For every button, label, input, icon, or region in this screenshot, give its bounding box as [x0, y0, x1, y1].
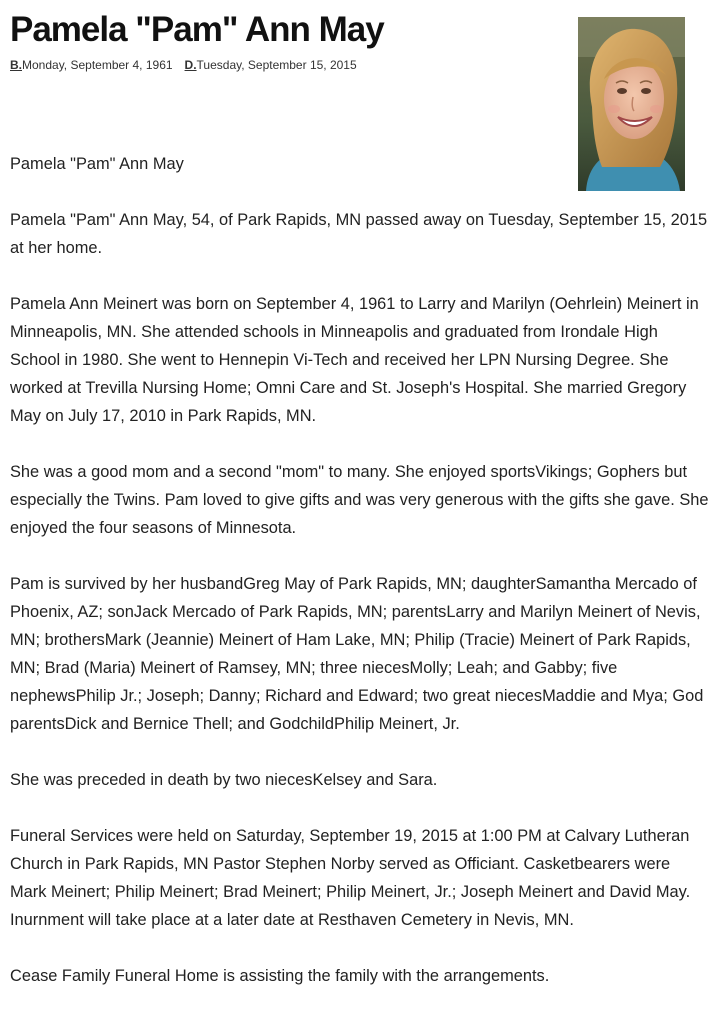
life-dates [10, 57, 357, 73]
birth-date: Monday, September 4, 1961 [22, 58, 173, 72]
paragraph-preceded: She was preceded in death by two niecesKelsey and Sara. [10, 771, 438, 789]
paragraph-passing: Pamela "Pam" Ann May, 54, of Park Rapids, MN passed away on Tuesday, September 15, 2015 at her home. [10, 211, 708, 257]
paragraph-services: Funeral Services were held on Saturday, September 19, 2015 at 1:00 PM at Calvary Lutheran Church in Park Rapids, MN Pastor Stephen Norby served as Officiant. Casketbearers were Mark Meinert; Philip Meinert; Brad Meinert; Philip Meinert, Jr.; Joseph Meinert and David May. Inurnment will take place at a later date at Resthaven Cemetery in Nevis, MN. [10, 827, 691, 929]
paragraph-survivors: Pam is survived by her husbandGreg May of Park Rapids, MN; daughterSamantha Mercado of Phoenix, AZ; sonJack Mercado of Park Rapids, MN; parentsLarry and Marilyn Meinert of Nevis, MN; brothersMark (Jeannie) Meinert of Ham Lake, MN; Philip (Tracie) Meinert of Park Rapids, MN; Brad (Maria) Meinert of Ramsey, MN; three niecesMolly; Leah; and Gabby; five nephewsPhilip Jr.; Joseph; Danny; Richard and Edward; two great niecesMaddie and Mya; God parentsDick and Bernice Thell; and GodchildPhilip Meinert, Jr. [10, 575, 704, 733]
paragraph-name: Pamela "Pam" Ann May [10, 155, 184, 173]
obituary-body [10, 150, 710, 1018]
paragraph-interests: She was a good mom and a second "mom" to many. She enjoyed sportsVikings; Gophers but especially the Twins. Pam loved to give gifts and was very generous with the gifts she gave. She enjoyed the four seasons of Minnesota. [10, 463, 709, 537]
paragraph-arrangements: Cease Family Funeral Home is assisting the family with the arrangements. [10, 967, 550, 985]
birth-label: B. [10, 58, 22, 72]
obituary-title: Pamela "Pam" Ann May [10, 10, 384, 49]
paragraph-biography: Pamela Ann Meinert was born on September 4, 1961 to Larry and Marilyn (Oehrlein) Meinert in Minneapolis, MN. She attended schools in Minneapolis and graduated from Irondale High School in 1980. She went to Hennepin Vi-Tech and received her LPN Nursing Degree. She worked at Trevilla Nursing Home; Omni Care and St. Joseph's Hospital. She married Gregory May on July 17, 2010 in Park Rapids, MN. [10, 295, 699, 425]
death-date: Tuesday, September 15, 2015 [196, 58, 357, 72]
death-label: D. [184, 58, 197, 72]
